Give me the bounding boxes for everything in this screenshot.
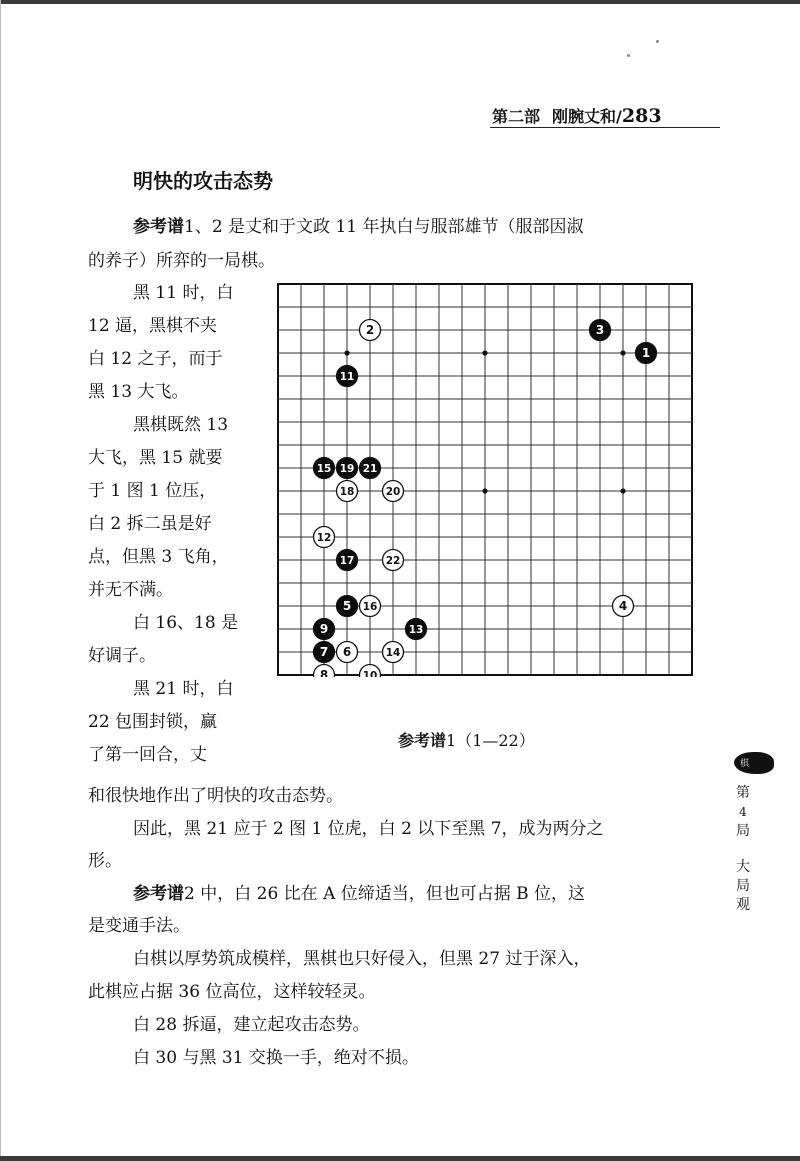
- white-stone: [360, 596, 381, 617]
- stone-move-number: 1: [641, 346, 651, 361]
- intro-label: 参考谱: [133, 217, 184, 237]
- chapter-badge-icon: 棋: [734, 752, 774, 774]
- stone-move-number: 21: [362, 463, 378, 476]
- body-line: 白 28 拆逼，建立起攻击态势。: [133, 1015, 370, 1035]
- stone-move-number: 17: [339, 555, 355, 568]
- go-board-diagram: [277, 283, 694, 681]
- black-stone: [406, 619, 427, 640]
- black-stone: [314, 642, 335, 663]
- white-stone: [337, 481, 358, 502]
- side-text-block: [88, 277, 266, 772]
- black-stone: [636, 343, 657, 364]
- body-line: 和很快地作出了明快的攻击态势。: [88, 786, 343, 806]
- side-line: 12 逼，黑棋不夹: [88, 316, 218, 336]
- white-stone: [360, 665, 381, 678]
- intro-line-2: 的养子）所弈的一局棋。: [88, 251, 275, 271]
- black-stone: [337, 458, 358, 479]
- white-stone: [360, 320, 381, 341]
- white-stone: [383, 642, 404, 663]
- star-point: [620, 488, 625, 493]
- star-point: [344, 350, 349, 355]
- diagram-caption: 参考谱1（1—22）: [398, 731, 535, 750]
- side-line: 白 2 拆二虽是好: [88, 514, 212, 534]
- white-stone: [337, 642, 358, 663]
- body-line: 形。: [88, 851, 122, 871]
- side-line: 大飞，黑 15 就要: [88, 448, 223, 468]
- side-line: 并无不满。: [88, 580, 173, 600]
- side-line: 黑 21 时，白: [133, 679, 234, 699]
- game-label: 第 4 局: [736, 785, 750, 839]
- page-frame-left: [0, 0, 1, 1161]
- black-stone: [590, 320, 611, 341]
- body-line: 是变通手法。: [88, 916, 190, 936]
- section-title: 明快的攻击态势: [133, 169, 273, 193]
- star-point: [482, 350, 487, 355]
- white-stone: [613, 596, 634, 617]
- stone-move-number: 5: [342, 599, 352, 614]
- side-line: 白 16、18 是: [133, 613, 239, 633]
- stone-move-number: 4: [618, 599, 628, 614]
- black-stone: [314, 619, 335, 640]
- side-line: 了第一回合，丈: [88, 745, 207, 765]
- side-line: 点，但黑 3 飞角，: [88, 547, 229, 567]
- side-line: 黑 13 大飞。: [88, 382, 189, 402]
- body-line: 此棋应占据 36 位高位，这样较轻灵。: [88, 982, 376, 1002]
- stone-move-number: 10: [362, 670, 378, 677]
- white-stone: [383, 481, 404, 502]
- black-stone: [337, 596, 358, 617]
- stone-move-number: 14: [385, 647, 401, 660]
- stone-move-number: 2: [365, 323, 375, 338]
- side-line: 22 包围封锁，赢: [88, 712, 218, 732]
- header-underline: [490, 127, 720, 128]
- black-stone: [360, 458, 381, 479]
- stone-move-number: 9: [319, 622, 329, 637]
- stone-move-number: 13: [408, 624, 424, 637]
- stone-move-number: 11: [339, 371, 355, 384]
- stone-move-number: 7: [319, 645, 329, 660]
- body-line: 白 30 与黑 31 交换一手，绝对不损。: [133, 1048, 419, 1068]
- stone-move-number: 20: [385, 486, 401, 499]
- stone-move-number: 16: [362, 601, 378, 614]
- page-number: 283: [621, 105, 662, 127]
- header-part: 第二部: [492, 107, 541, 126]
- ref-label: 参考谱: [133, 884, 184, 904]
- body-line: 因此，黑 21 应于 2 图 1 位虎，白 2 以下至黑 7，成为两分之: [133, 819, 604, 839]
- black-stone: [314, 458, 335, 479]
- running-header: [492, 104, 662, 127]
- side-line: 好调子。: [88, 646, 156, 666]
- white-stone: [314, 665, 335, 678]
- stone-move-number: 18: [339, 486, 355, 499]
- header-title: 刚腕丈和/: [552, 107, 622, 126]
- white-stone: [383, 550, 404, 571]
- stone-move-number: 12: [316, 532, 332, 545]
- stone-move-number: 6: [342, 645, 352, 660]
- stone-move-number: 15: [316, 463, 332, 476]
- intro-line-1: 参考谱1、2 是丈和于文政 11 年执白与服部雄节（服部因淑: [133, 217, 584, 237]
- side-line: 于 1 图 1 位压，: [88, 481, 217, 501]
- black-stone: [337, 550, 358, 571]
- page-frame-top: [0, 0, 800, 4]
- black-stone: [337, 366, 358, 387]
- section-label: 大 局 观: [736, 859, 750, 913]
- stone-move-number: 8: [319, 668, 329, 677]
- star-point: [620, 350, 625, 355]
- go-board-svg: [277, 283, 694, 677]
- scan-speck: [627, 54, 630, 57]
- scan-speck: [656, 40, 659, 43]
- side-line: 白 12 之子，而于: [88, 349, 223, 369]
- body-line: 白棋以厚势筑成模样，黑棋也只好侵入，但黑 27 过于深入，: [133, 949, 591, 969]
- stone-move-number: 19: [339, 463, 355, 476]
- stone-move-number: 3: [595, 323, 605, 338]
- body-line: 参考谱2 中，白 26 比在 A 位缔适当，但也可占据 B 位，这: [133, 884, 586, 904]
- white-stone: [314, 527, 335, 548]
- side-line: 黑棋既然 13: [133, 415, 229, 435]
- stone-move-number: 22: [385, 555, 401, 568]
- page-frame-bottom: [0, 1156, 800, 1161]
- star-point: [482, 488, 487, 493]
- side-line: 黑 11 时，白: [133, 283, 234, 303]
